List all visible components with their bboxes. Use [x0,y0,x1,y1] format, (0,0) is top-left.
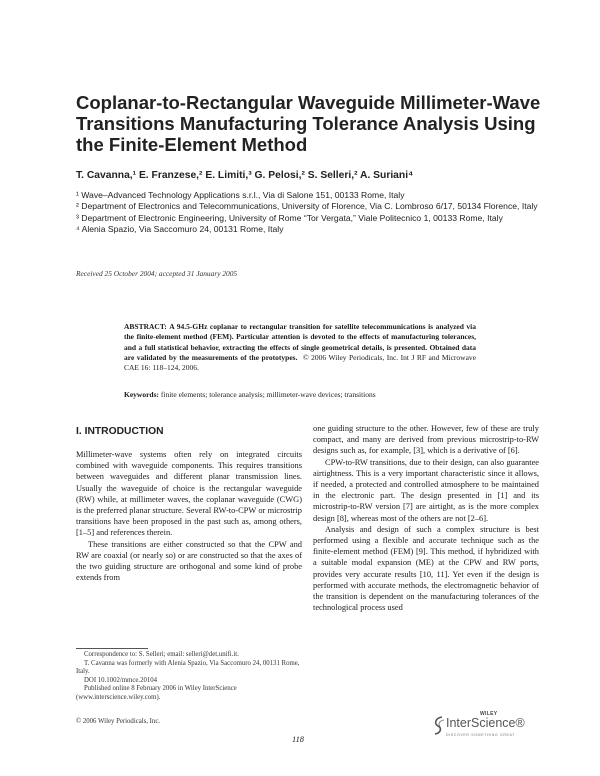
body-paragraph: These transitions are either constructed so that the CPW and RW are coaxial (or nearly so) or are constructed so that the axes of the two guiding structure are orthogonal and some kind of probe extends from [76,539,302,583]
abstract-body: A 94.5-GHz coplanar to rectangular transition for satellite telecommunications is analyzed via the finite-element method (FEM). Particular attention is devoted to the effects of manufacturing tolerances, and a full statistical behavior, extracting the effects of single geometrical details, is presented. Obtained data are validated by the measurements of the prototypes. [124,322,476,362]
keywords-label: Keywords: [124,390,159,399]
footnote-doi: DOI 10.1002/mmce.20104 [84,676,158,684]
logo-name: InterScience® [446,716,525,730]
logo-tagline: DISCOVER SOMETHING GREAT [446,733,516,737]
body-paragraph: CPW-to-RW transitions, due to their design, can also guarantee airtightness. This is a very important characteristic since it allows, if needed, a protected and controlled atmosphere to be maintained in the electronic part. The design presented in [1] and its microstrip-to-RW version [7] are airtight, as is the more complex design [8], whereas most of the others are not [2–6]. [313,457,539,523]
keywords-text: finite elements; tolerance analysis; millimeter-wave devices; transitions [160,390,376,399]
affiliation-4: ⁴ Alenia Spazio, Via Saccomuro 24, 00131 Rome, Italy [76,224,284,235]
abstract [124,322,476,373]
footnote-correspondence: Correspondence to: S. Selleri; email: selleri@det.unifi.it. [84,651,239,658]
page-number: 118 [292,735,304,744]
footer-copyright: © 2006 Wiley Periodicals, Inc. [76,718,161,725]
affiliation-3: ³ Department of Electronic Engineering, University of Rome “Tor Vergata,” Viale Politecnico 1, 00133 Rome, Italy [76,212,503,223]
received-dates: Received 25 October 2004; accepted 31 January 2005 [76,269,238,278]
wiley-interscience-logo [432,711,546,743]
author-list: T. Cavanna,¹ E. Franzese,² E. Limiti,³ G. Pelosi,² S. Selleri,² A. Suriani⁴ [76,170,414,181]
footnote-published: Published online 8 February 2006 in Wiley InterScience (www.interscience.wiley.com). [76,685,237,701]
footnotes [76,651,302,703]
logo-wiley-text: WILEY [480,711,498,717]
body-column-left [76,449,302,583]
body-paragraph: Analysis and design of such a complex structure is best performed using a flexible and accurate technique such as the finite-element method (FEM) [9]. This method, if hybridized with a suitable modal expansion (ME) at the CPW and RW ports, provides very accurate results [10, 11]. Yet even if the design is performed with accurate methods, the electromagnetic behavior of the transition is dependent on the manufacturing tolerances of the technological process used [313,524,539,613]
footnote-affiliation-note: T. Cavanna was formerly with Alenia Spazio, Via Saccomuro 24, 00131 Rome, Italy. [76,659,300,676]
keywords [124,390,476,399]
section-heading: I. INTRODUCTION [76,426,164,437]
footnote-divider [76,648,148,649]
paper-title: Coplanar-to-Rectangular Waveguide Millimeter-Wave Transitions Manufacturing Tolerance Analysis Using the Finite-Element Method [76,92,541,155]
body-column-right [313,423,539,613]
body-paragraph: one guiding structure to the other. However, few of these are truly compact, and many are derived from previous microstrip-to-RW designs such as, for example, [3], which is a derivative of [6]. [313,424,539,456]
body-paragraph: Millimeter-wave systems often rely on integrated circuits combined with waveguide components. This requires transitions between waveguides and different planar transmission lines. Usually the waveguide of choice is the rectangular waveguide (RW) while, at millimeter waves, the coplanar waveguide (CWG) is the preferred planar structure. Several RW-to-CPW or microstrip transitions have been proposed in the past such as, among others, [1–5] and references therein. [76,450,302,538]
affiliation-2: ² Department of Electronics and Telecommunications, University of Florence, Via C. Lombroso 6/17, 50134 Florence, Italy [76,201,538,212]
abstract-copyright: © 2006 Wiley Periodicals, Inc. Int J RF and Microwave CAE 16: 118–124, 2006. [124,352,476,373]
logo-swirl-icon [432,715,446,735]
abstract-label: ABSTRACT: [124,322,167,331]
affiliation-1: ¹ Wave–Advanced Technology Applications s.r.l., Via di Salone 151, 00133 Rome, Italy [76,190,405,200]
affiliations [76,190,546,236]
